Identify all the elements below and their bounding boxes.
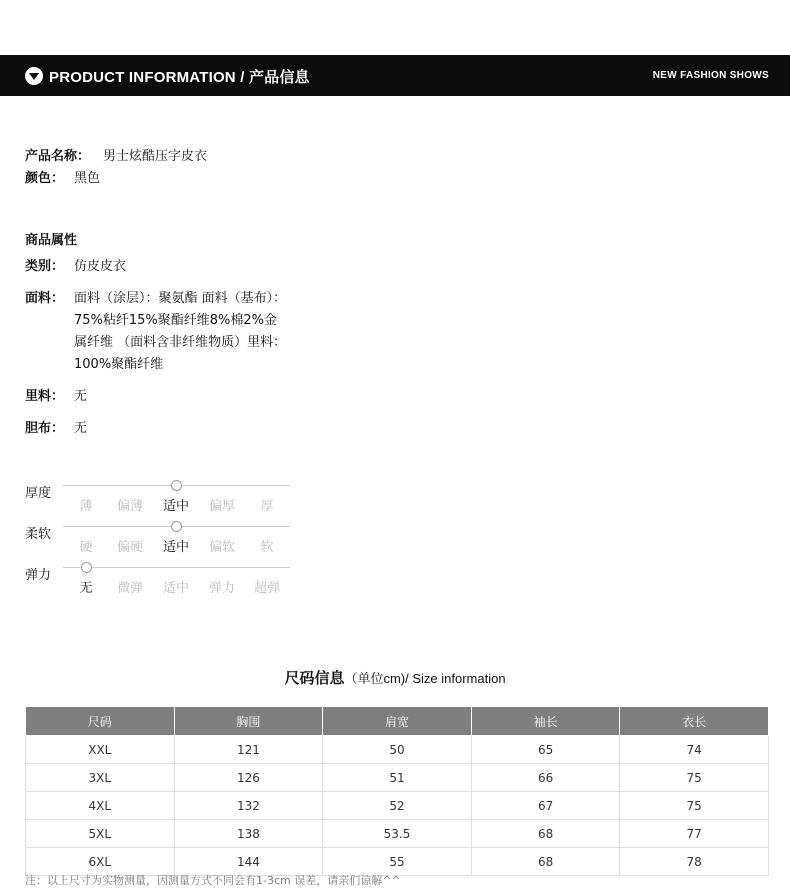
size-cell: 4XL [26, 792, 175, 820]
table-row [26, 764, 769, 792]
scale-label: 柔软 [25, 527, 52, 542]
scale-option: 适中 [162, 499, 189, 514]
table-row [26, 820, 769, 848]
size-cell: 51 [323, 764, 472, 792]
size-info-title [0, 667, 790, 688]
size-cell: 75 [620, 764, 769, 792]
size-title-main: 尺码信息 [284, 669, 345, 687]
size-cell: 78 [620, 848, 769, 876]
size-header-cell: 袖长 [471, 707, 620, 736]
attr-label: 类别： [25, 259, 65, 274]
scale-option: 偏厚 [208, 499, 235, 514]
scale-option: 偏软 [208, 540, 235, 555]
scale-option: 薄 [79, 499, 93, 514]
attr-value: 无 [74, 421, 88, 436]
size-cell: 65 [471, 736, 620, 764]
size-header-cell: 胸围 [174, 707, 323, 736]
size-header-cell: 尺码 [26, 707, 175, 736]
attr-value: 无 [74, 389, 88, 404]
size-cell: 50 [323, 736, 472, 764]
scale-marker [171, 521, 182, 532]
size-cell: 55 [323, 848, 472, 876]
scale-label: 厚度 [25, 486, 52, 501]
attr-value: 面料（涂层）：聚氨酯 面料（基布）：75%粘纤15%聚酯纤维8%棉2%金属纤维 （面料含非纤维物质）里料：100%聚酯纤维 [74, 291, 287, 372]
attributes-title: 商品属性 [25, 233, 78, 248]
size-cell: 68 [471, 820, 620, 848]
info-value: 黑色 [74, 171, 101, 186]
scale-option: 无 [79, 581, 93, 596]
size-cell: 67 [471, 792, 620, 820]
size-cell: 121 [174, 736, 323, 764]
size-cell: 6XL [26, 848, 175, 876]
size-cell: 68 [471, 848, 620, 876]
attr-label: 面料： [25, 291, 65, 306]
size-cell: 52 [323, 792, 472, 820]
size-cell: 53.5 [323, 820, 472, 848]
scale-track [63, 567, 290, 568]
scale-option: 厚 [260, 499, 274, 514]
scale-option: 微弹 [116, 581, 143, 596]
scale-marker [81, 562, 92, 573]
attr-label: 胆布： [25, 421, 65, 436]
banner-title: PRODUCT INFORMATION / 产品信息 [49, 69, 310, 86]
size-cell: 132 [174, 792, 323, 820]
product-info-banner [0, 55, 790, 96]
size-cell: 77 [620, 820, 769, 848]
size-cell: 138 [174, 820, 323, 848]
attr-label: 里料： [25, 389, 65, 404]
size-cell: 5XL [26, 820, 175, 848]
size-table-header [26, 707, 769, 736]
size-cell: XXL [26, 736, 175, 764]
scale-option: 偏硬 [116, 540, 143, 555]
scale-option: 软 [260, 540, 274, 555]
scale-option: 偏薄 [116, 499, 143, 514]
size-cell: 3XL [26, 764, 175, 792]
size-cell: 75 [620, 792, 769, 820]
size-note: 注：以上尺寸为实物测量，因测量方式不同会有1-3cm 误差，请亲们谅解^^ [25, 874, 401, 887]
info-label: 颜色： [25, 171, 65, 186]
scale-marker [171, 480, 182, 491]
size-cell: 126 [174, 764, 323, 792]
size-title-sub: （单位cm)/ Size information [344, 671, 506, 686]
scale-label: 弹力 [25, 568, 52, 583]
size-cell: 66 [471, 764, 620, 792]
attr-value: 仿皮皮衣 [74, 259, 127, 274]
scale-option: 硬 [79, 540, 93, 555]
scale-option: 超弹 [253, 581, 280, 596]
scale-option: 适中 [162, 540, 189, 555]
size-cell: 144 [174, 848, 323, 876]
table-row [26, 792, 769, 820]
info-label: 产品名称： [25, 149, 91, 164]
chevron-down-icon [25, 67, 43, 85]
size-cell: 74 [620, 736, 769, 764]
banner-tagline: NEW FASHION SHOWS [652, 70, 769, 81]
size-header-cell: 衣长 [620, 707, 769, 736]
size-table-body [26, 736, 769, 876]
table-row [26, 736, 769, 764]
scale-option: 弹力 [208, 581, 235, 596]
size-header-cell: 肩宽 [323, 707, 472, 736]
scale-option: 适中 [162, 581, 189, 596]
size-table [25, 706, 769, 876]
info-value: 男士炫酷压字皮衣 [103, 149, 208, 164]
